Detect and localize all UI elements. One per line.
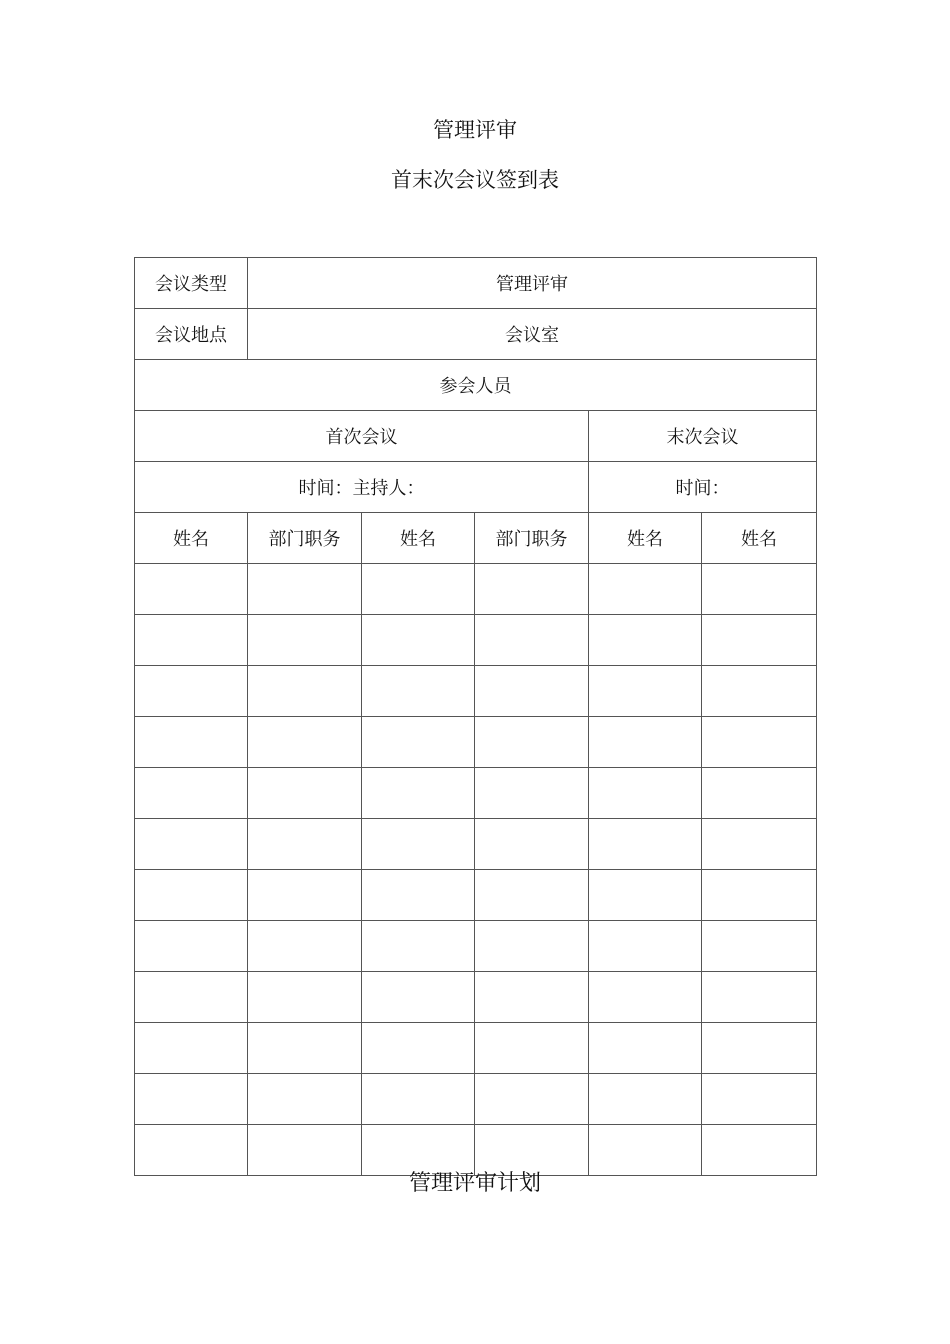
meeting-type-label: 会议类型	[135, 258, 248, 309]
signature-cell[interactable]	[702, 819, 817, 870]
column-header-dept-position: 部门职务	[475, 513, 589, 564]
signature-cell[interactable]	[475, 819, 589, 870]
signature-cell[interactable]	[475, 717, 589, 768]
signature-cell[interactable]	[248, 666, 362, 717]
signature-cell[interactable]	[135, 1074, 248, 1125]
meeting-place-value: 会议室	[248, 309, 817, 360]
signature-row	[135, 870, 817, 921]
signature-cell[interactable]	[135, 1125, 248, 1176]
column-header-dept-position: 部门职务	[248, 513, 362, 564]
signature-cell[interactable]	[589, 972, 702, 1023]
signature-cell[interactable]	[702, 921, 817, 972]
signature-cell[interactable]	[248, 717, 362, 768]
first-meeting-header: 首次会议	[135, 411, 589, 462]
signature-cell[interactable]	[362, 1125, 475, 1176]
signature-row	[135, 819, 817, 870]
signature-cell[interactable]	[475, 666, 589, 717]
signature-cell[interactable]	[702, 1023, 817, 1074]
signature-cell[interactable]	[702, 564, 817, 615]
signature-cell[interactable]	[362, 1074, 475, 1125]
signature-cell[interactable]	[135, 870, 248, 921]
signature-cell[interactable]	[702, 1074, 817, 1125]
signature-row	[135, 768, 817, 819]
signature-row	[135, 564, 817, 615]
meeting-place-row	[135, 309, 817, 360]
signature-cell[interactable]	[475, 615, 589, 666]
signature-cell[interactable]	[475, 1023, 589, 1074]
column-header-name: 姓名	[589, 513, 702, 564]
signature-row	[135, 615, 817, 666]
column-header-name: 姓名	[362, 513, 475, 564]
signature-cell[interactable]	[589, 1125, 702, 1176]
signature-cell[interactable]	[589, 717, 702, 768]
meeting-time-row	[135, 462, 817, 513]
signature-row	[135, 921, 817, 972]
signature-cell[interactable]	[589, 819, 702, 870]
signature-row	[135, 1074, 817, 1125]
signature-cell[interactable]	[248, 1074, 362, 1125]
footer-title: 管理评审计划	[408, 1171, 541, 1196]
signature-cell[interactable]	[589, 666, 702, 717]
signature-cell[interactable]	[475, 1125, 589, 1176]
signature-cell[interactable]	[248, 1125, 362, 1176]
signature-row	[135, 972, 817, 1023]
attendees-header-row	[135, 360, 817, 411]
signature-cell[interactable]	[589, 870, 702, 921]
signature-cell[interactable]	[362, 1023, 475, 1074]
signature-cell[interactable]	[702, 1125, 817, 1176]
signature-cell[interactable]	[475, 870, 589, 921]
signature-cell[interactable]	[589, 1023, 702, 1074]
attendees-header: 参会人员	[135, 360, 817, 411]
signature-cell[interactable]	[248, 870, 362, 921]
signature-cell[interactable]	[135, 717, 248, 768]
meeting-type-value: 管理评审	[248, 258, 817, 309]
signature-cell[interactable]	[362, 666, 475, 717]
signature-cell[interactable]	[702, 768, 817, 819]
signature-cell[interactable]	[702, 870, 817, 921]
signature-cell[interactable]	[248, 972, 362, 1023]
signature-cell[interactable]	[362, 870, 475, 921]
meeting-sections-row	[135, 411, 817, 462]
page-subtitle: 首末次会议签到表	[391, 168, 559, 192]
signature-cell[interactable]	[248, 564, 362, 615]
signature-cell[interactable]	[362, 768, 475, 819]
signature-cell[interactable]	[702, 717, 817, 768]
page-title: 管理评审	[433, 118, 517, 142]
last-meeting-time: 时间：	[589, 462, 817, 513]
meeting-place-label: 会议地点	[135, 309, 248, 360]
signature-cell[interactable]	[589, 768, 702, 819]
signature-cell[interactable]	[362, 615, 475, 666]
signature-cell[interactable]	[702, 972, 817, 1023]
signature-cell[interactable]	[135, 972, 248, 1023]
meeting-type-row	[135, 258, 817, 309]
signature-cell[interactable]	[475, 564, 589, 615]
signature-row	[135, 1023, 817, 1074]
sign-in-table	[134, 257, 817, 1176]
signature-cell[interactable]	[135, 921, 248, 972]
signature-cell[interactable]	[248, 615, 362, 666]
signature-cell[interactable]	[589, 1074, 702, 1125]
signature-cell[interactable]	[589, 564, 702, 615]
signature-cell[interactable]	[362, 564, 475, 615]
signature-row	[135, 666, 817, 717]
first-meeting-time-host: 时间：主持人：	[135, 462, 589, 513]
signature-cell[interactable]	[362, 819, 475, 870]
signature-cell[interactable]	[135, 1023, 248, 1074]
signature-row	[135, 1125, 817, 1176]
signature-cell[interactable]	[135, 615, 248, 666]
signature-cell[interactable]	[135, 819, 248, 870]
signature-row	[135, 717, 817, 768]
signature-cell[interactable]	[702, 615, 817, 666]
signature-cell[interactable]	[475, 1074, 589, 1125]
signature-cell[interactable]	[248, 921, 362, 972]
signature-cell[interactable]	[702, 666, 817, 717]
signature-cell[interactable]	[475, 768, 589, 819]
signature-cell[interactable]	[475, 972, 589, 1023]
signature-cell[interactable]	[248, 1023, 362, 1074]
column-header-row	[135, 513, 817, 564]
signature-cell[interactable]	[362, 921, 475, 972]
last-meeting-header: 末次会议	[589, 411, 817, 462]
signature-cell[interactable]	[135, 564, 248, 615]
signature-cell[interactable]	[248, 819, 362, 870]
signature-cell[interactable]	[589, 615, 702, 666]
column-header-name: 姓名	[702, 513, 817, 564]
signature-cell[interactable]	[135, 666, 248, 717]
signature-cell[interactable]	[475, 921, 589, 972]
signature-cell[interactable]	[362, 717, 475, 768]
signature-cell[interactable]	[135, 768, 248, 819]
signature-cell[interactable]	[248, 768, 362, 819]
column-header-name: 姓名	[135, 513, 248, 564]
signature-cell[interactable]	[362, 972, 475, 1023]
signature-cell[interactable]	[589, 921, 702, 972]
